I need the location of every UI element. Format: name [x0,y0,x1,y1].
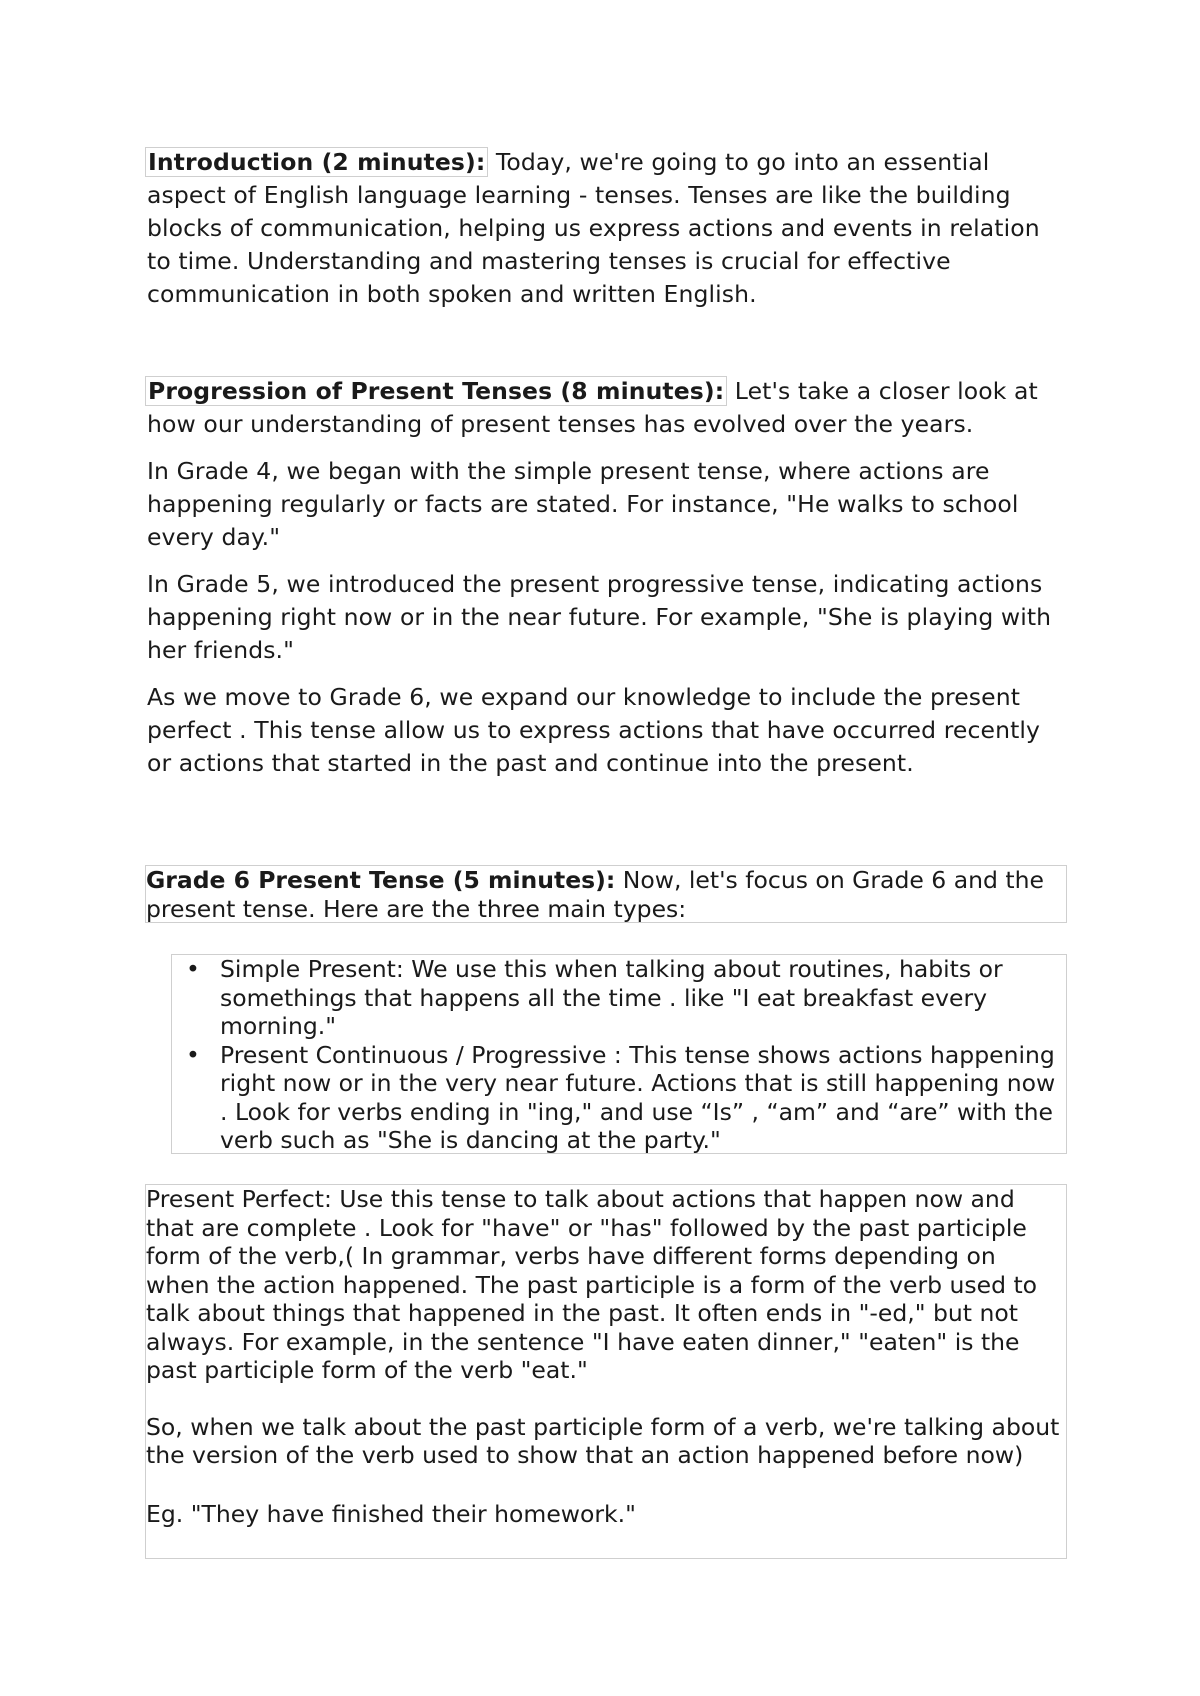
present-perfect-box [145,1184,1067,1559]
grade5-paragraph: In Grade 5, we introduced the present progressive tense, indicating actions happening right now or in the near future. For example, "She is playing with her friends." [147,570,1052,664]
progression-heading: Progression of Present Tenses (8 minutes): [145,376,727,406]
progression-intro-paragraph [147,375,1067,441]
grade6-paragraph: As we move to Grade 6, we expand our knowledge to include the present perfect . This tense allow us to express actions that have occurred recently or actions that started in the past and continue into the present. [147,683,1041,777]
grade6-text: Now, let's focus on Grade 6 and the present tense. Here are the three main types: [146,866,1044,923]
present-perfect-paragraph: Present Perfect: Use this tense to talk about actions that happen now and that are complete . Look for "have" or "has" followed by the past participle form of the verb,( In grammar, verbs have different forms depending on when the action happened. The past participle is a form of the verb used to talk about things that happened in the past. It often ends in "-ed," but not always. For example, in the sentence "I have eaten dinner," "eaten" is the past participle form of the verb "eat." [146,1185,1038,1384]
tense-types-box [171,954,1067,1154]
list-item-present-continuous: • Present Continuous / Progressive : This tense shows actions happening right now or in the very near future. Actions that is still happening now . Look for verbs ending in "ing," and use “Is” , “am” and “are” with the verb such as "She is dancing at the party." [172,1041,1066,1155]
tense-types-list [172,955,1066,1155]
progression-text: Let's take a closer look at how our understanding of present tenses has evolved over the years. [147,377,1038,438]
progression-section [147,375,1067,780]
intro-heading: Introduction (2 minutes): [145,147,488,177]
intro-paragraph [147,146,1067,311]
grade6-paragraph-intro [146,866,1066,923]
grade6-heading: Grade 6 Present Tense (5 minutes): [146,866,616,894]
grade4-paragraph: In Grade 4, we began with the simple present tense, where actions are happening regularly or facts are stated. For instance, "He walks to school every day." [147,457,1019,551]
grade6-heading-box [145,865,1067,923]
example-paragraph: Eg. "They have finished their homework." [146,1499,636,1528]
intro-text: Today, we're going to go into an essential aspect of English language learning - tenses. Tenses are like the building blocks of communication, helping us express actions and events in relation to time. Understanding and mastering tenses is crucial for effective communication in both spoken and written English. [147,148,1040,308]
past-participle-paragraph: So, when we talk about the past participle form of a verb, we're talking about the version of the verb used to show that an action happened before now) [146,1412,1060,1469]
intro-section [147,146,1067,311]
list-item-simple-present: • Simple Present: We use this when talking about routines, habits or somethings that happens all the time . like "I eat breakfast every morning." [172,955,1066,1041]
